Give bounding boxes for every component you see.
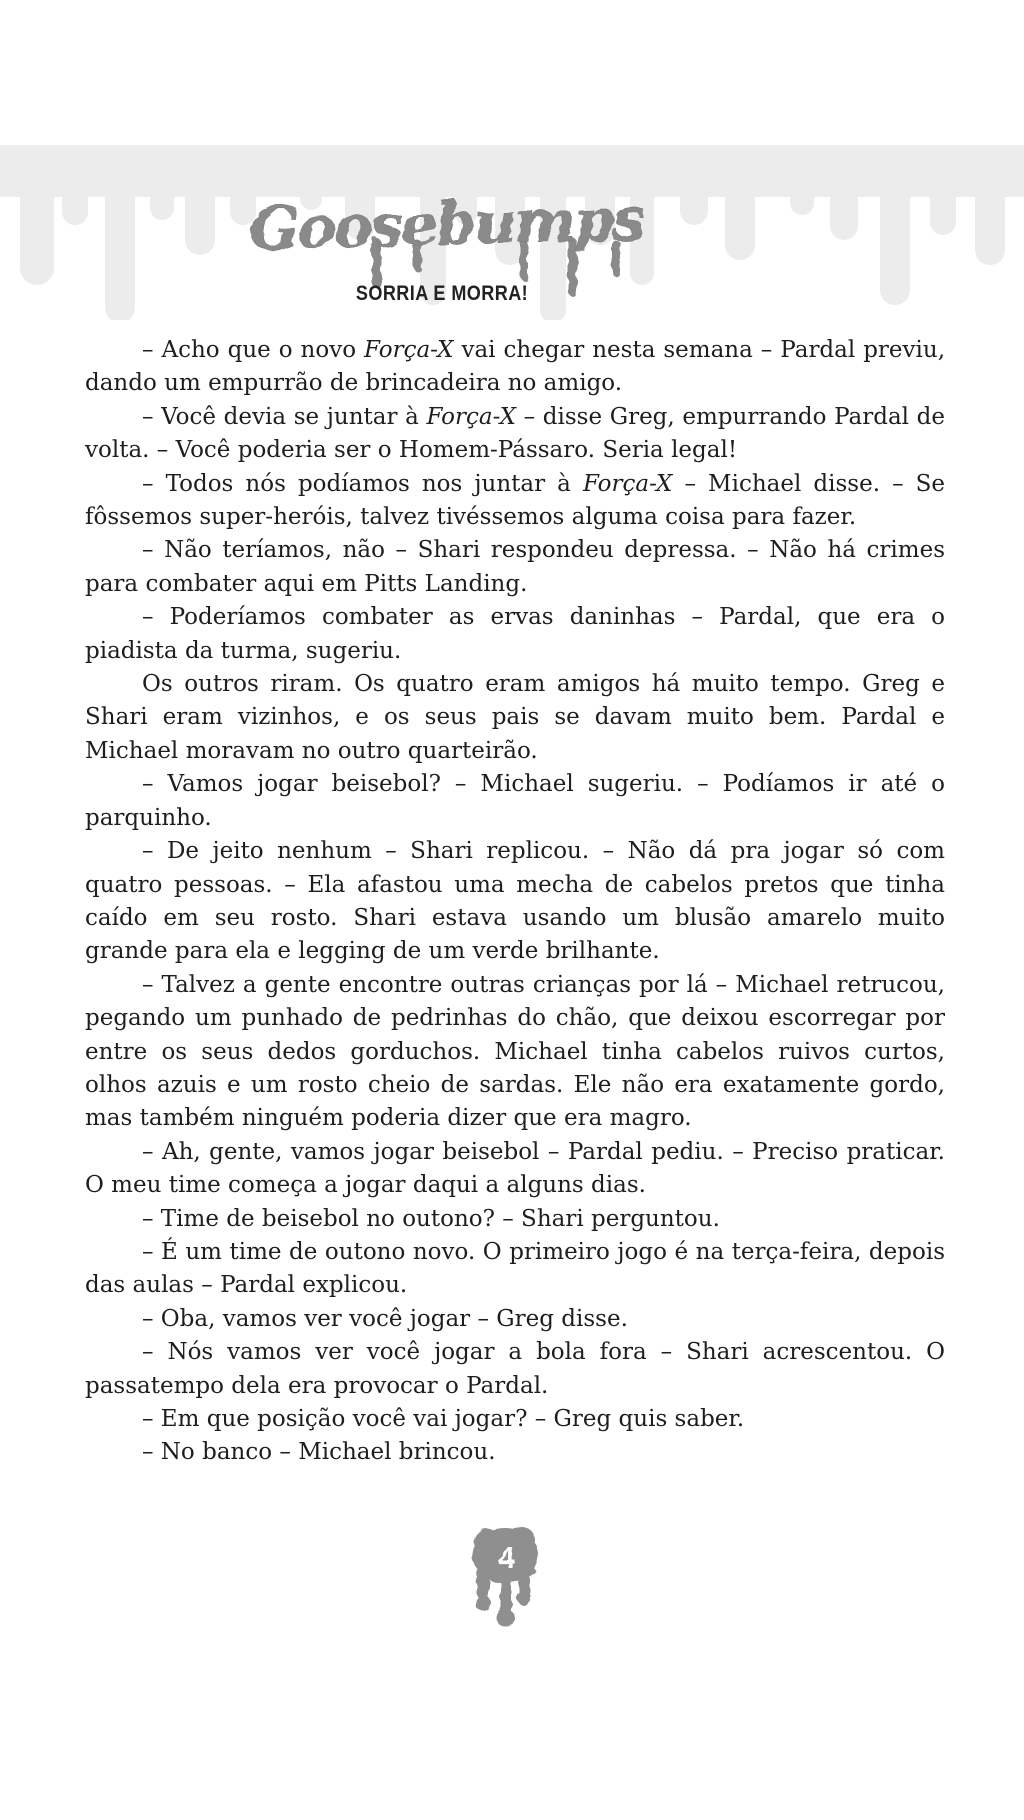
paragraph: – Ah, gente, vamos jogar beisebol – Pardal pediu. – Preciso praticar. O meu time começa a jogar daqui a alguns dias. [85,1138,945,1199]
paragraph: – Vamos jogar beisebol? – Michael sugeriu. – Podíamos ir até o parquinho. [85,771,945,831]
book-subtitle: SORRIA E MORRA! [355,281,529,305]
paragraph: – Em que posição você vai jogar? – Greg quis saber. [142,1406,745,1432]
paragraph: Os outros riram. Os quatro eram amigos há muito tempo. Greg e Shari eram vizinhos, e os seus pais se davam muito bem. Pardal e Michael moravam no outro quarteirão. [85,671,945,764]
paragraph: – Poderíamos combater as ervas daninhas – Pardal, que era o piadista da turma, sugeriu. [85,604,945,664]
paragraph: – Time de beisebol no outono? – Shari perguntou. [142,1205,720,1232]
page-number-blob [461,1524,551,1636]
paragraph: – De jeito nenhum – Shari replicou. – Não dá pra jogar só com quatro pessoas. – Ela afastou uma mecha de cabelos pretos que tinha caído em seu rosto. Shari estava usando um blusão amarelo muito grande para ela e legging de um verde brilhante. [85,838,945,965]
paragraph: – É um time de outono novo. O primeiro jogo é na terça-feira, depois das aulas – Pardal explicou. [85,1238,945,1299]
page-number: 4 [497,1539,515,1574]
italic-title-text: Força-X [582,470,673,497]
paragraph: – Nós vamos ver você jogar a bola fora – Shari acrescentou. O passatempo dela era provocar o Pardal. [85,1339,945,1399]
italic-title-text: Força-X [426,403,516,430]
italic-title-text: Força-X [364,337,454,363]
paragraph: – Acho que o novo Força-X vai chegar nesta semana – Pardal previu, dando um empurrão de brincadeira no amigo. [85,337,946,397]
paragraph: – Oba, vamos ver você jogar – Greg disse. [142,1305,628,1332]
paragraph: – Você devia se juntar à Força-X – disse Greg, empurrando Pardal de volta. – Você poderia ser o Homem-Pássaro. Seria legal! [85,403,945,464]
page-body [85,334,945,1470]
logo-text: Goosebumps [248,184,645,264]
paragraph: – Talvez a gente encontre outras crianças por lá – Michael retrucou, pegando um punhado de pedrinhas do chão, que deixou escorregar por entre os seus dedos gorduchos. Michael tinha cabelos ruivos curtos, olhos azuis e um rosto cheio de sardas. Ele não era exatamente gordo, mas também ninguém poderia dizer que era magro. [85,971,945,1132]
paragraph: – Todos nós podíamos nos juntar à Força-X – Michael disse. – Se fôssemos super-heróis, talvez tivéssemos alguma coisa para fazer. [85,470,946,531]
paragraph: – No banco – Michael brincou. [142,1439,496,1466]
paragraph: – Não teríamos, não – Shari respondeu depressa. – Não há crimes para combater aqui em Pitts Landing. [85,537,945,597]
